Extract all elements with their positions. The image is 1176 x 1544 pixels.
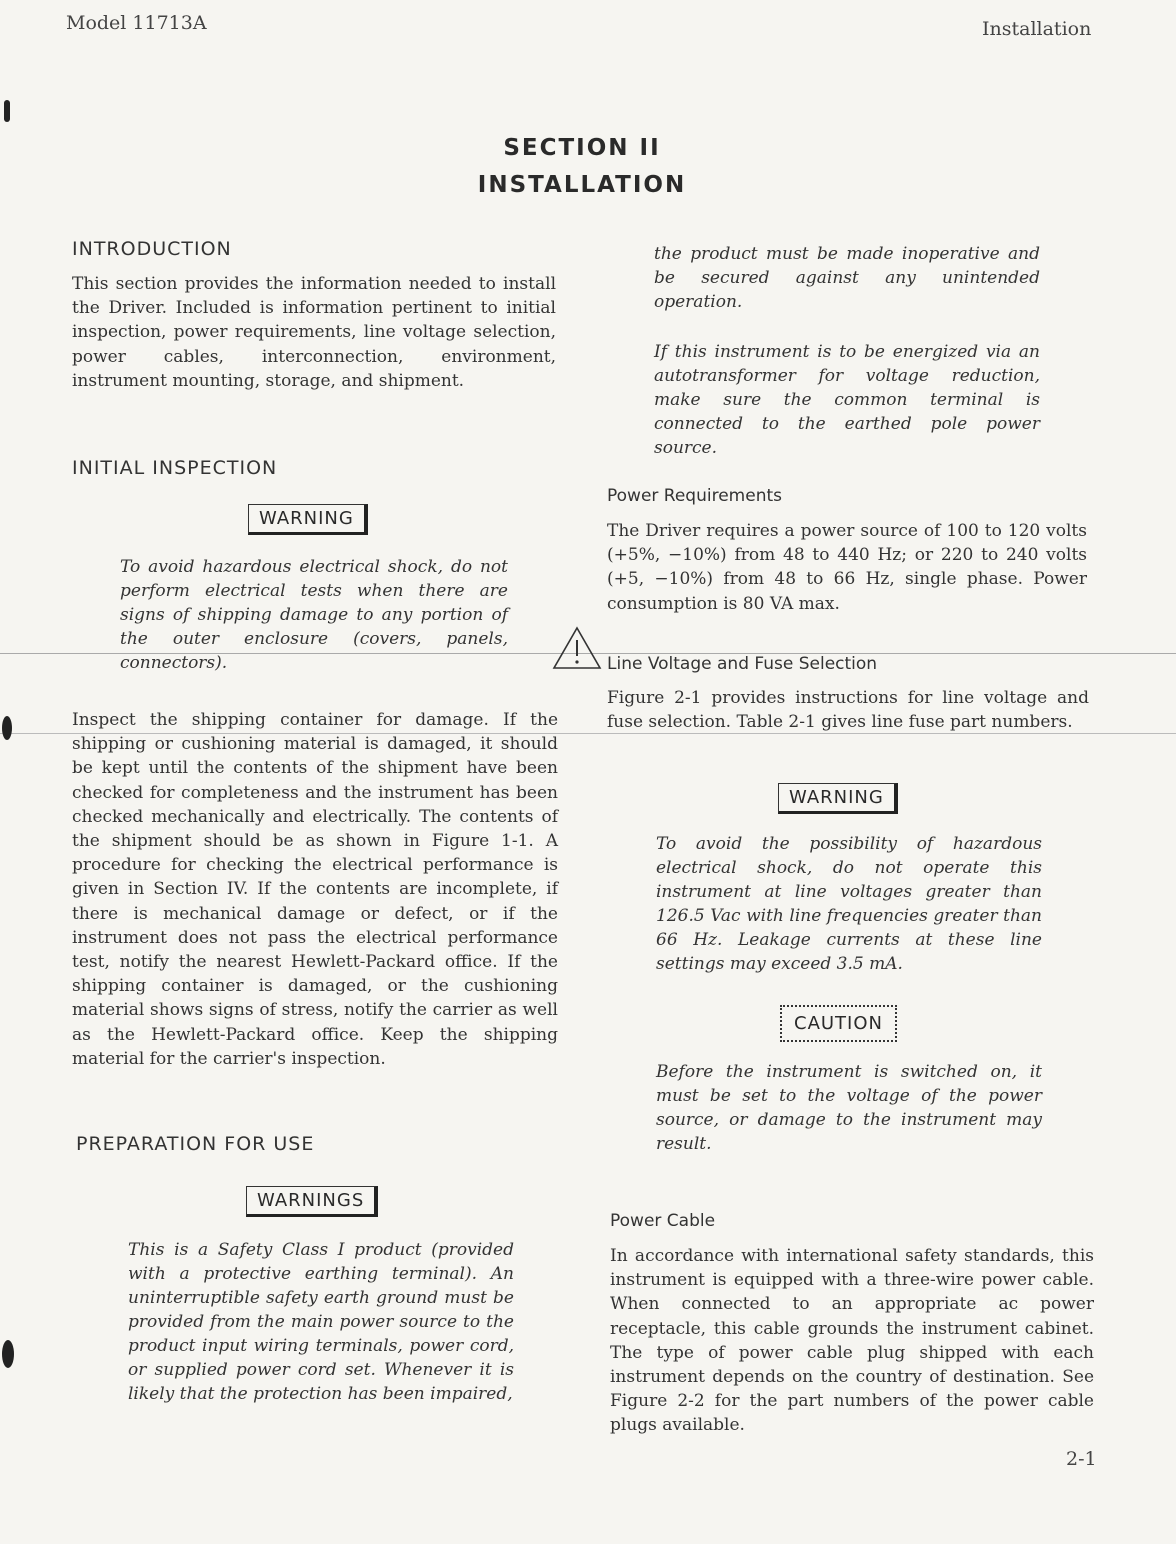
warnings-text: This is a Safety Class I product (provided with a protective earthing terminal). An uninterruptible safety earth ground must be provided from the main power source to the product input wiring terminals, power cord, or supplied power cord set. Whenever it is likely that the protection has been impaired,: [128, 1240, 514, 1404]
warnings-continued-text: the product must be made inoperative and be secured against any unintended operation.: [654, 244, 1040, 312]
line-voltage-heading: Line Voltage and Fuse Selection: [607, 654, 878, 674]
warning-text: To avoid hazardous electrical shock, do not perform electrical tests when there are signs of shipping damage to any portion of the outer enclosure (covers, panels, connectors).: [120, 557, 508, 673]
line-voltage-text: Figure 2-1 provides instructions for line voltage and fuse selection. Table 2-1 gives line fuse part numbers.: [607, 688, 1089, 733]
section-title: SECTION II: [503, 135, 661, 161]
warning-box: WARNING: [248, 504, 368, 535]
power-cable-text: In accordance with international safety standards, this instrument is equipped with a three-wire power cable. When connected to an appropriate ac power receptacle, this cable grounds the instrument cabinet. The type of power cable plug shipped with each instrument depends on the country of destination. See Figure 2-2 for the part numbers of the power cable plugs available.: [610, 1246, 1094, 1436]
introduction-heading: INTRODUCTION: [72, 238, 232, 260]
section-header: Installation: [982, 18, 1092, 40]
page-number: 2-1: [1066, 1448, 1097, 1470]
preparation-heading: PREPARATION FOR USE: [76, 1133, 315, 1155]
binder-hole-mark: [2, 1340, 14, 1368]
power-requirements-heading: Power Requirements: [607, 486, 782, 506]
binder-hole-mark: [2, 716, 12, 740]
binder-hole-mark: [4, 100, 10, 122]
caution-text: Before the instrument is switched on, it must be set to the voltage of the power source, or damage to the instrument may result.: [656, 1062, 1042, 1154]
warning-box-right: WARNING: [778, 783, 898, 814]
model-header: Model 11713A: [66, 12, 207, 34]
warning-text-right: To avoid the possibility of hazardous electrical shock, do not operate this instrument at line voltages greater than 126.5 Vac with line frequencies greater than 66 Hz. Leakage currents at these line settings may exceed 3.5 mA.: [656, 834, 1042, 974]
introduction-text: This section provides the information needed to install the Driver. Included is information pertinent to initial inspection, power requirements, line voltage selection, power cables, interconnection, environment, instrument mounting, storage, and shipment.: [72, 274, 556, 391]
section-subtitle: INSTALLATION: [477, 172, 687, 198]
autotransformer-text: If this instrument is to be energized via an autotransformer for voltage reduction, make sure the common terminal is connected to the earthed pole power source.: [654, 342, 1040, 458]
inspect-text: Inspect the shipping container for damage. If the shipping or cushioning material is damaged, it should be kept until the contents of the shipment have been checked for completeness and the instrument has been checked mechanically and electrically. The contents of the shipment should be as shown in Figure 1-1. A procedure for checking the electrical performance is given in Section IV. If the contents are incomplete, if there is mechanical damage or defect, or if the instrument does not pass the electrical performance test, notify the nearest Hewlett-Packard office. If the shipping container is damaged, or the cushioning material shows signs of stress, notify the carrier as well as the Hewlett-Packard office. Keep the shipping material for the carrier's inspection.: [72, 710, 558, 1069]
warnings-box: WARNINGS: [246, 1186, 378, 1217]
initial-inspection-heading: INITIAL INSPECTION: [72, 457, 278, 479]
power-requirements-text: The Driver requires a power source of 100 to 120 volts (+5%, −10%) from 48 to 440 Hz; or 220 to 240 volts (+5, −10%) from 48 to 66 Hz, single phase. Power consumption is 80 VA max.: [607, 521, 1087, 614]
caution-triangle-icon: [552, 626, 602, 670]
power-cable-heading: Power Cable: [610, 1211, 716, 1231]
caution-box: CAUTION: [780, 1005, 897, 1042]
